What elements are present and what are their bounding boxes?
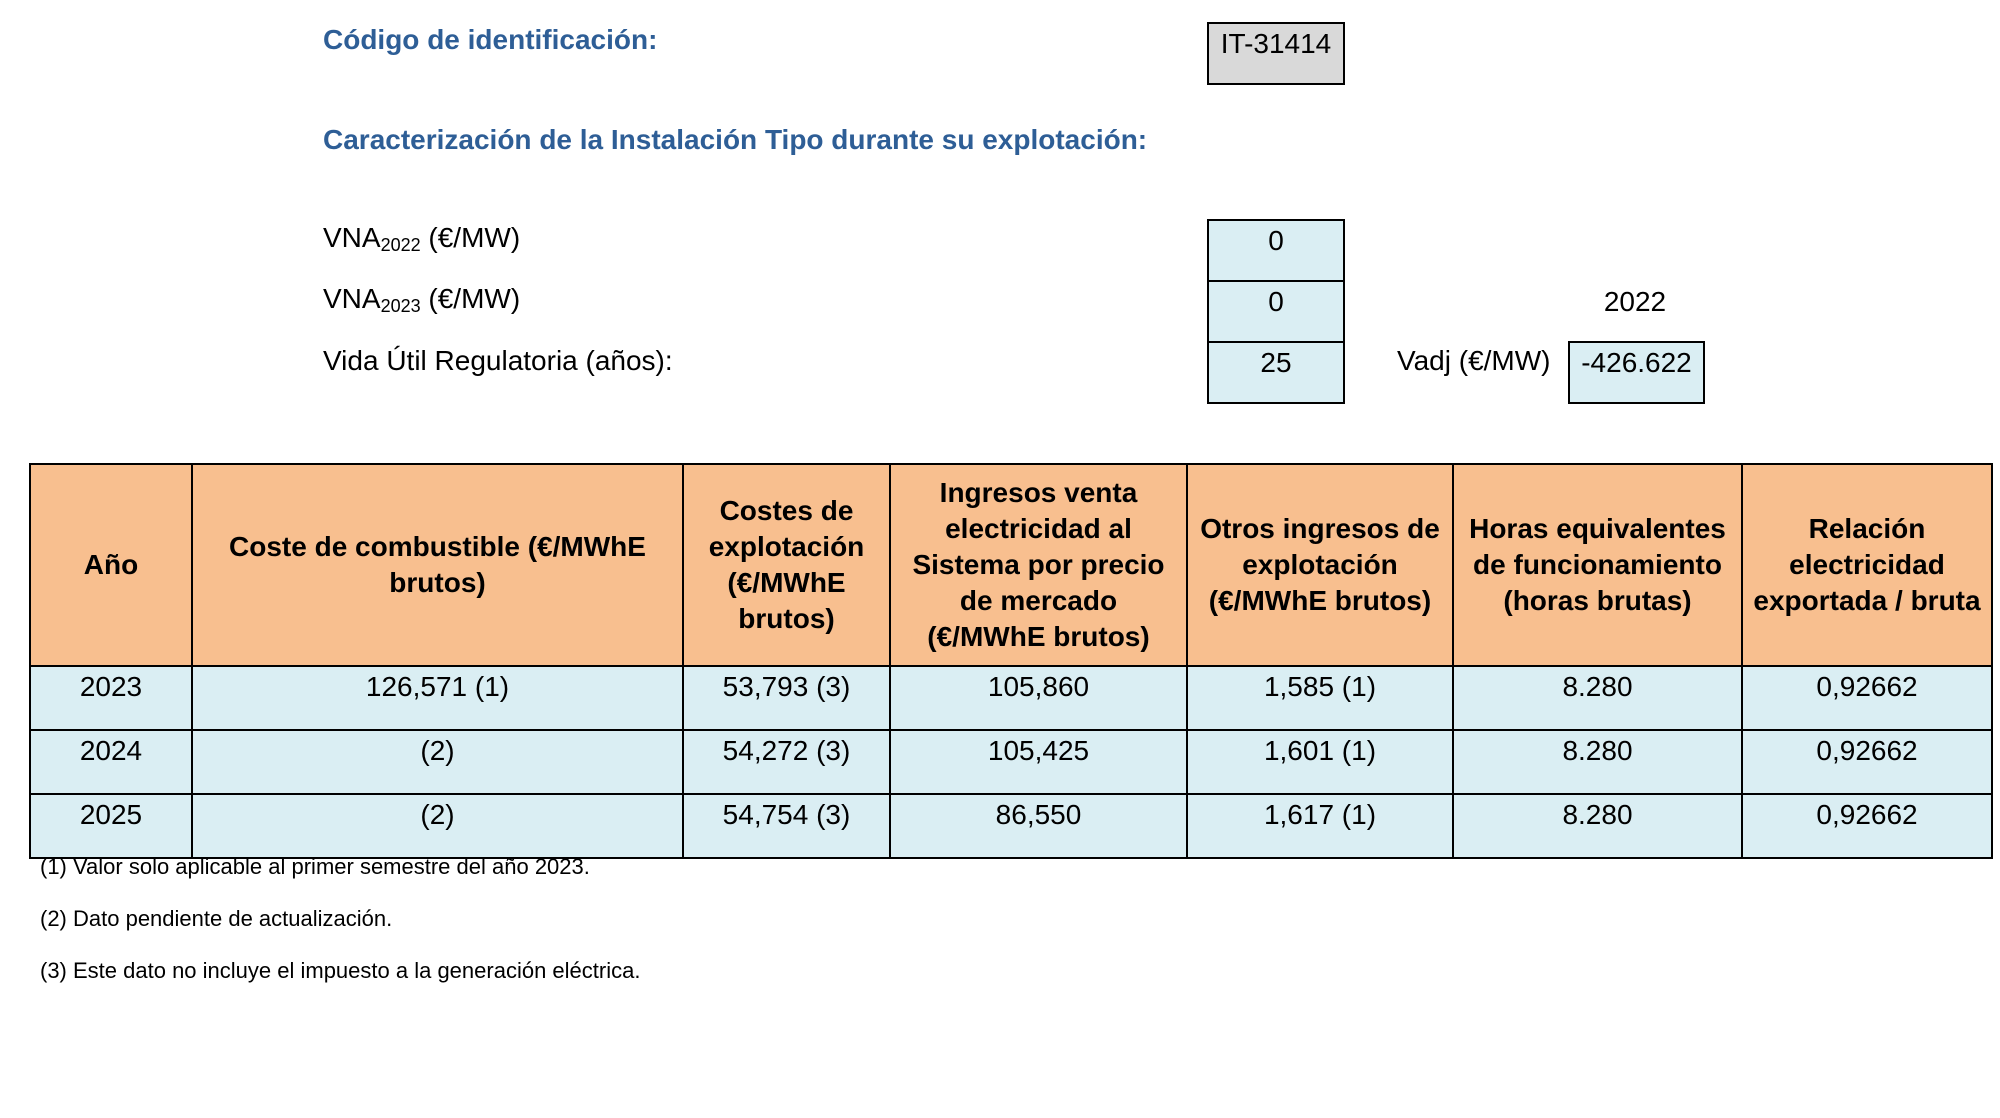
vida-util-value: 25 xyxy=(1207,341,1345,404)
table-cell: 0,92662 xyxy=(1742,730,1992,794)
vadj-value: -426.622 xyxy=(1568,341,1705,404)
code-label: Código de identificación: xyxy=(323,24,658,55)
table-row xyxy=(30,666,1992,730)
table-header-row xyxy=(30,464,1992,666)
vida-util-label: Vida Útil Regulatoria (años): xyxy=(323,345,673,376)
vadj-label: Vadj (€/MW) xyxy=(1397,345,1551,376)
table-cell: 1,585 (1) xyxy=(1187,666,1453,730)
table-cell: 8.280 xyxy=(1453,730,1742,794)
footnote-3: (3) Este dato no incluye el impuesto a la generación eléctrica. xyxy=(40,958,641,983)
table-cell: 8.280 xyxy=(1453,666,1742,730)
code-value: IT-31414 xyxy=(1207,22,1345,85)
vna-2023-value: 0 xyxy=(1207,280,1345,343)
header-coste-combustible: Coste de combustible (€/MWhE brutos) xyxy=(192,464,683,666)
table-cell: 54,754 (3) xyxy=(683,794,890,858)
header-ano: Año xyxy=(30,464,192,666)
vna-2022-value: 0 xyxy=(1207,219,1345,282)
table-cell: 53,793 (3) xyxy=(683,666,890,730)
header-relacion-electricidad: Relación electricidad exportada / bruta xyxy=(1742,464,1992,666)
footnote-2: (2) Dato pendiente de actualización. xyxy=(40,906,393,931)
vadj-year: 2022 xyxy=(1603,286,1667,317)
table-cell: 2025 xyxy=(30,794,192,858)
table-cell: 86,550 xyxy=(890,794,1187,858)
table-cell: 0,92662 xyxy=(1742,794,1992,858)
table-cell: 105,425 xyxy=(890,730,1187,794)
header-costes-explotacion: Costes de explotación (€/MWhE brutos) xyxy=(683,464,890,666)
table-cell: 54,272 (3) xyxy=(683,730,890,794)
table-cell: 0,92662 xyxy=(1742,666,1992,730)
footnote-1: (1) Valor solo aplicable al primer semestre del año 2023. xyxy=(40,854,590,879)
operation-table xyxy=(29,463,1993,859)
table-cell: 8.280 xyxy=(1453,794,1742,858)
table-cell: (2) xyxy=(192,794,683,858)
table-cell: 126,571 (1) xyxy=(192,666,683,730)
header-horas-equivalentes: Horas equivalentes de funcionamiento (horas brutas) xyxy=(1453,464,1742,666)
vna-2022-label: $VNA_{2022}$ (€/MW) xyxy=(323,222,521,255)
table-cell: (2) xyxy=(192,730,683,794)
table-row xyxy=(30,794,1992,858)
table-cell: 105,860 xyxy=(890,666,1187,730)
table-row xyxy=(30,730,1992,794)
table-cell: 2023 xyxy=(30,666,192,730)
header-ingresos-venta: Ingresos venta electricidad al Sistema por precio de mercado (€/MWhE brutos) xyxy=(890,464,1187,666)
section-title: Caracterización de la Instalación Tipo durante su explotación: xyxy=(323,124,1148,155)
header-otros-ingresos: Otros ingresos de explotación (€/MWhE brutos) xyxy=(1187,464,1453,666)
table-cell: 2024 xyxy=(30,730,192,794)
table-cell: 1,617 (1) xyxy=(1187,794,1453,858)
table-cell: 1,601 (1) xyxy=(1187,730,1453,794)
vna-2023-label: $VNA_{2023}$ (€/MW) xyxy=(323,283,521,316)
